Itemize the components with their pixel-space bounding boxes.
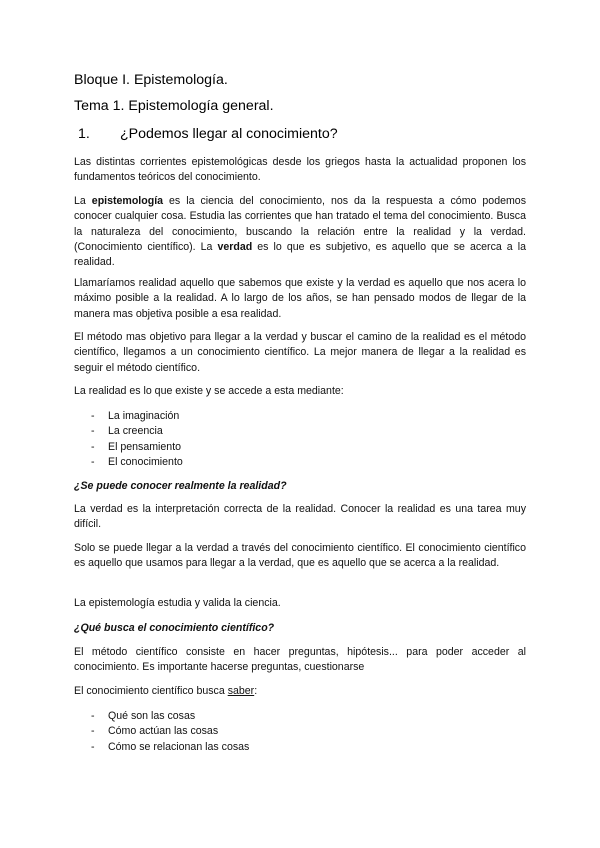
scientific-knowledge-paragraph: Solo se puede llegar a la verdad a través del conocimiento científico. El conocimiento científico es aquello que usamos para llegar a la verdad, que es aquello que se acerca a la realidad.	[74, 542, 526, 570]
term-saber: saber	[227, 685, 255, 697]
saber-list	[74, 709, 249, 755]
list-item: - La imaginación	[74, 409, 183, 424]
section-heading	[74, 126, 338, 142]
definition-text-a: La	[74, 195, 92, 207]
question-heading-2: ¿Qué busca el conocimiento científico?	[74, 622, 275, 634]
list-item: - La creencia	[74, 424, 183, 439]
list-item: - Cómo se relacionan las cosas	[74, 740, 249, 755]
truth-paragraph: La verdad es la interpretación correcta de la realidad. Conocer la realidad es una tarea muy difícil.	[74, 503, 526, 531]
method-paragraph: El método mas objetivo para llegar a la verdad y buscar el camino de la realidad es el método científico, llegamos a un conocimiento científico. La mejor manera de llegar a la realidad es seguir el método científico.	[74, 331, 526, 374]
definition-text-b: es la ciencia del conocimiento, nos da la respuesta a cómo podemos conocer cualquier cosa. Estudia las corrientes que han tratado el tema del conocimiento. Busca la naturaleza del conocimiento, buscando la relación entre la realidad y la verdad. (Conocimiento científico). La	[74, 195, 526, 253]
knowledge-seeks-paragraph	[74, 684, 526, 699]
term-verdad: verdad	[217, 240, 253, 253]
seeks-text-b: :	[254, 685, 258, 697]
access-list	[74, 409, 183, 470]
epistemology-definition-paragraph	[74, 194, 526, 270]
list-item: - Cómo actúan las cosas	[74, 724, 249, 739]
block-heading: Bloque I. Epistemología.	[74, 72, 228, 88]
intro-paragraph: Las distintas corrientes epistemológicas desde los griegos hasta la actualidad proponen los fundamentos teóricos del conocimiento.	[74, 156, 526, 184]
list-item: - Qué son las cosas	[74, 709, 249, 724]
topic-heading: Tema 1. Epistemología general.	[74, 98, 274, 114]
definition-text-c: es lo que es subjetivo, es aquello que se acerca a la realidad.	[74, 240, 526, 269]
scientific-method-paragraph: El método científico consiste en hacer preguntas, hipótesis... para poder acceder al conocimiento. Es importante hacerse preguntas, cuestionarse	[74, 646, 526, 674]
access-paragraph: La realidad es lo que existe y se accede a esta mediante:	[74, 385, 344, 397]
epistemology-validates-paragraph: La epistemología estudia y valida la ciencia.	[74, 597, 281, 609]
seeks-text-a: El conocimiento científico busca	[74, 685, 228, 697]
term-epistemologia: epistemología	[91, 195, 164, 207]
list-item: - El conocimiento	[74, 455, 183, 470]
question-heading-1: ¿Se puede conocer realmente la realidad?	[74, 480, 287, 492]
reality-paragraph: Llamaríamos realidad aquello que sabemos que existe y la verdad es aquello que nos acera lo máximo posible a la realidad. A lo largo de los años, se han pensado modos de llegar de la manera mas objetiva posible a esa realidad.	[74, 277, 526, 320]
list-item: - El pensamiento	[74, 440, 183, 455]
section-title: ¿Podemos llegar al conocimiento?	[120, 126, 338, 142]
section-number: 1.	[78, 126, 90, 142]
